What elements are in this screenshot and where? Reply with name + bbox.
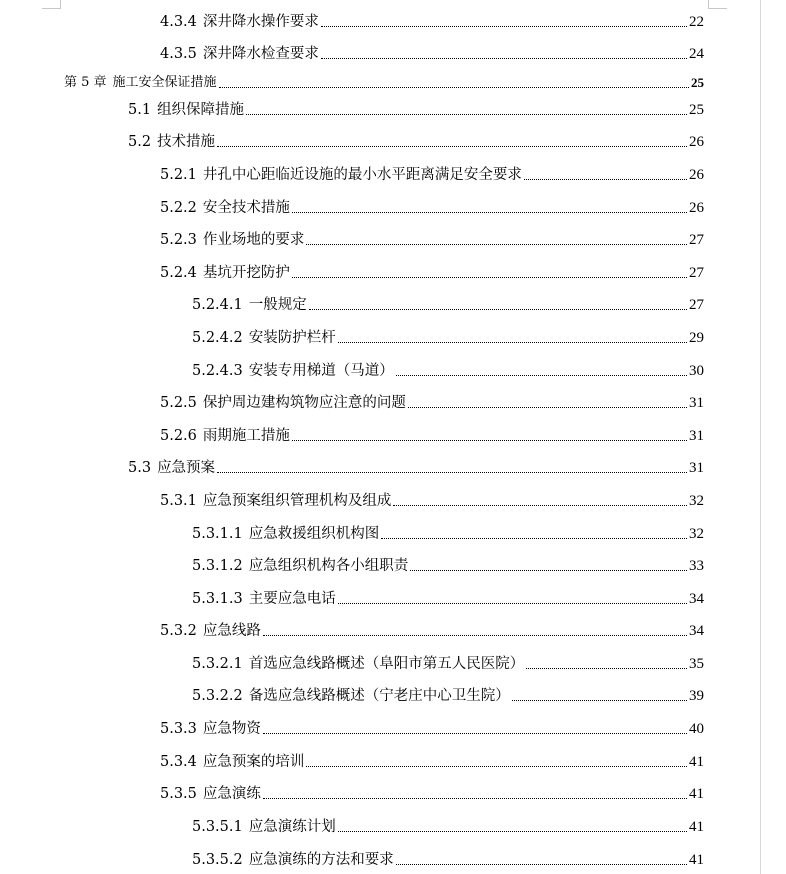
toc-entry-number: 5.3.1.1: [192, 526, 243, 542]
dot-leader: [219, 87, 689, 88]
toc-page-number: 41: [689, 754, 704, 770]
toc-entry-number: 5.2.1: [160, 167, 197, 183]
toc-entry-title: 应急预案: [157, 460, 216, 476]
toc-entry-5-3-1-3[interactable]: [192, 589, 704, 609]
toc-entry-title: 井孔中心距临近设施的最小水平距离满足安全要求: [202, 167, 522, 183]
dot-leader: [338, 831, 687, 832]
toc-page-number: 29: [689, 330, 704, 346]
dot-leader: [217, 146, 687, 147]
toc-entry-title: 安装专用梯道（马道）: [248, 363, 394, 379]
dot-leader: [526, 668, 687, 669]
toc-entry-title: 组织保障措施: [157, 102, 245, 118]
toc-entry-5-2-4-2[interactable]: [192, 328, 704, 348]
page-edge-line: [760, 0, 761, 874]
toc-entry-5-3-5-2[interactable]: [192, 850, 704, 870]
toc-page-number: 34: [689, 591, 704, 607]
toc-entry-number: 5.3.1.2: [192, 558, 243, 574]
toc-page-number: 30: [689, 363, 704, 379]
toc-entry-title: 安装防护栏杆: [248, 330, 336, 346]
toc-entry-number: 5.3.3: [160, 721, 197, 737]
toc-page-number: 24: [689, 46, 704, 62]
toc-entry-number: 第 5 章: [64, 75, 107, 90]
toc-entry-title: 应急救援组织机构图: [248, 526, 380, 542]
toc-entry-5-2-4-1[interactable]: [192, 295, 704, 315]
toc-page-number: 32: [689, 526, 704, 542]
dot-leader: [306, 244, 687, 245]
toc-entry-title: 首选应急线路概述（阜阳市第五人民医院）: [248, 656, 525, 672]
toc-entry-title: 雨期施工措施: [202, 428, 290, 444]
toc-entry-number: 5.3: [128, 460, 152, 476]
toc-entry-number: 5.2.5: [160, 395, 197, 411]
toc-entry-title: 技术措施: [157, 134, 216, 150]
toc-entry-number: 5.2.3: [160, 232, 197, 248]
toc-entry-title: 深井降水操作要求: [202, 14, 319, 30]
toc-entry-4-3-5[interactable]: [160, 44, 704, 64]
toc-page-number: 27: [689, 297, 704, 313]
dot-leader: [396, 864, 687, 865]
toc-entry-number: 5.3.2.1: [192, 656, 243, 672]
toc-page-number: 41: [689, 852, 704, 868]
toc-entry-5-3-3[interactable]: [160, 719, 704, 739]
toc-page-number: 33: [689, 558, 704, 574]
toc-entry-5-2-2[interactable]: [160, 198, 704, 218]
toc-entry-5-1[interactable]: [128, 100, 704, 120]
toc-page-number: 32: [689, 493, 704, 509]
toc-entry-5-3-4[interactable]: [160, 752, 704, 772]
toc-page-number: 39: [689, 688, 704, 704]
toc-entry-title: 应急演练的方法和要求: [248, 852, 394, 868]
toc-entry-title: 主要应急电话: [248, 591, 336, 607]
toc-entry-number: 5.3.5.1: [192, 819, 243, 835]
toc-entry-number: 5.3.2: [160, 623, 197, 639]
toc-entry-number: 4.3.4: [160, 14, 197, 30]
toc-page-number: 34: [689, 623, 704, 639]
dot-leader: [524, 179, 687, 180]
toc-entry-5-3-1-2[interactable]: [192, 556, 704, 576]
dot-leader: [306, 766, 687, 767]
dot-leader: [263, 798, 687, 799]
toc-entry-5-2[interactable]: [128, 132, 704, 152]
toc-page-number: 41: [689, 786, 704, 802]
dot-leader: [263, 733, 687, 734]
dot-leader: [321, 26, 687, 27]
dot-leader: [292, 440, 687, 441]
dot-leader: [292, 277, 687, 278]
toc-entry-5-3-5-1[interactable]: [192, 817, 704, 837]
crop-mark-top-right: [708, 0, 727, 9]
toc-page-number: 25: [691, 75, 704, 90]
toc-page-number: 26: [689, 134, 704, 150]
toc-entry-title: 安全技术措施: [202, 200, 290, 216]
toc-entry-title: 应急物资: [202, 721, 261, 737]
toc-entry-number: 5.3.1.3: [192, 591, 243, 607]
toc-entry-title: 一般规定: [248, 297, 307, 313]
toc-entry-number: 5.3.5: [160, 786, 197, 802]
toc-entry-title: 应急预案的培训: [202, 754, 305, 770]
toc-entry-chapter-5[interactable]: [64, 73, 704, 93]
toc-page-number: 41: [689, 819, 704, 835]
toc-entry-5-3-2[interactable]: [160, 621, 704, 641]
toc-entry-title: 作业场地的要求: [202, 232, 305, 248]
dot-leader: [292, 212, 687, 213]
dot-leader: [338, 342, 687, 343]
toc-entry-number: 5.3.5.2: [192, 852, 243, 868]
toc-entry-number: 5.1: [128, 102, 152, 118]
dot-leader: [381, 538, 687, 539]
toc-page-number: 40: [689, 721, 704, 737]
toc-entry-title: 保护周边建构筑物应注意的问题: [202, 395, 406, 411]
toc-entry-title: 施工安全保证措施: [112, 75, 217, 90]
toc-entry-number: 5.3.1: [160, 493, 197, 509]
toc-entry-number: 5.2.4.1: [192, 297, 243, 313]
toc-entry-5-2-6[interactable]: [160, 426, 704, 446]
toc-entry-5-3-1-1[interactable]: [192, 524, 704, 544]
toc-entry-number: 5.2.4: [160, 265, 197, 281]
toc-entry-number: 5.3.2.2: [192, 688, 243, 704]
dot-leader: [396, 375, 687, 376]
toc-entry-5-3-1[interactable]: [160, 491, 704, 511]
toc-entry-number: 5.2.6: [160, 428, 197, 444]
toc-page-number: 35: [689, 656, 704, 672]
toc-entry-number: 5.3.4: [160, 754, 197, 770]
dot-leader: [321, 58, 687, 59]
dot-leader: [393, 505, 687, 506]
toc-entry-title: 应急演练: [202, 786, 261, 802]
toc-entry-5-2-5[interactable]: [160, 393, 704, 413]
toc-entry-5-2-4-3[interactable]: [192, 361, 704, 381]
toc-page-number: 27: [689, 265, 704, 281]
dot-leader: [217, 472, 687, 473]
toc-entry-title: 应急演练计划: [248, 819, 336, 835]
toc-entry-5-2-4[interactable]: [160, 263, 704, 283]
toc-entry-5-3[interactable]: [128, 458, 704, 478]
toc-entry-number: 5.2: [128, 134, 152, 150]
toc-entry-title: 应急组织机构各小组职责: [248, 558, 409, 574]
toc-page-number: 27: [689, 232, 704, 248]
dot-leader: [263, 635, 687, 636]
toc-page-number: 31: [689, 428, 704, 444]
toc-entry-number: 4.3.5: [160, 46, 197, 62]
dot-leader: [309, 309, 687, 310]
toc-page-number: 31: [689, 395, 704, 411]
toc-entry-5-3-2-1[interactable]: [192, 654, 704, 674]
toc-page-number: 31: [689, 460, 704, 476]
toc-page-number: 22: [689, 14, 704, 30]
toc-entry-5-3-2-2[interactable]: [192, 686, 704, 706]
toc-entry-5-2-3[interactable]: [160, 230, 704, 250]
toc-entry-number: 5.2.2: [160, 200, 197, 216]
dot-leader: [410, 570, 687, 571]
toc-entry-4-3-4[interactable]: [160, 12, 704, 32]
toc-entry-number: 5.2.4.3: [192, 363, 243, 379]
toc-entry-title: 深井降水检查要求: [202, 46, 319, 62]
crop-mark-top-left: [42, 0, 61, 9]
toc-entry-title: 基坑开挖防护: [202, 265, 290, 281]
toc-page-number: 25: [689, 102, 704, 118]
toc-entry-title: 备选应急线路概述（宁老庄中心卫生院）: [248, 688, 510, 704]
dot-leader: [338, 603, 687, 604]
dot-leader: [512, 700, 687, 701]
toc-entry-title: 应急线路: [202, 623, 261, 639]
toc-page-number: 26: [689, 200, 704, 216]
toc-page-number: 26: [689, 167, 704, 183]
toc-entry-5-2-1[interactable]: [160, 165, 704, 185]
dot-leader: [246, 114, 687, 115]
toc-entry-number: 5.2.4.2: [192, 330, 243, 346]
toc-entry-title: 应急预案组织管理机构及组成: [202, 493, 392, 509]
dot-leader: [408, 407, 687, 408]
toc-entry-5-3-5[interactable]: [160, 784, 704, 804]
